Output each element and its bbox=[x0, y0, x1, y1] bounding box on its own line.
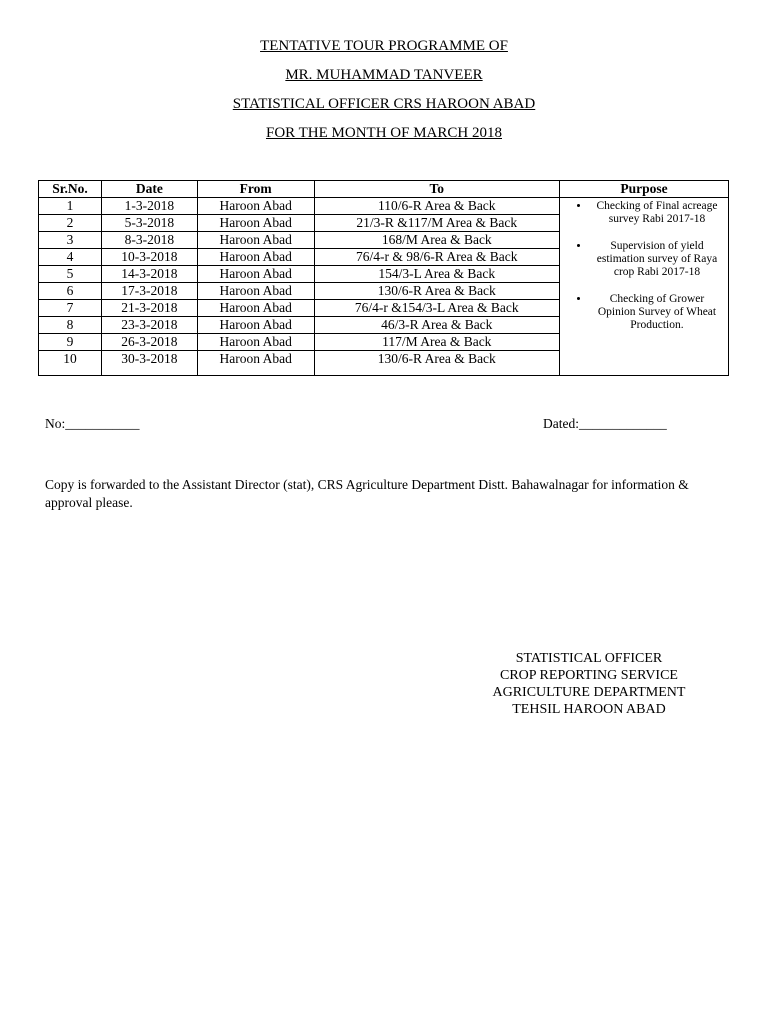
cell-sr-no: 6 bbox=[39, 283, 102, 300]
signature-line-4: TEHSIL HAROON ABAD bbox=[512, 702, 666, 717]
heading-designation: STATISTICAL OFFICER CRS HAROON ABAD bbox=[232, 96, 536, 112]
cell-sr-no: 8 bbox=[39, 317, 102, 334]
cell-to: 46/3-R Area & Back bbox=[314, 317, 559, 334]
heading-officer-name: MR. MUHAMMAD TANVEER bbox=[285, 67, 483, 83]
column-header-to: To bbox=[314, 181, 559, 198]
cell-sr-no: 1 bbox=[39, 198, 102, 215]
cell-from: Haroon Abad bbox=[197, 351, 314, 376]
cell-date: 10-3-2018 bbox=[101, 249, 197, 266]
heading-line-2 bbox=[0, 67, 768, 84]
cell-date: 8-3-2018 bbox=[101, 232, 197, 249]
tour-table bbox=[38, 180, 729, 376]
cell-to: 168/M Area & Back bbox=[314, 232, 559, 249]
cell-from: Haroon Abad bbox=[197, 334, 314, 351]
cell-date: 23-3-2018 bbox=[101, 317, 197, 334]
cell-sr-no: 3 bbox=[39, 232, 102, 249]
cell-from: Haroon Abad bbox=[197, 232, 314, 249]
cell-to: 154/3-L Area & Back bbox=[314, 266, 559, 283]
cell-to: 110/6-R Area & Back bbox=[314, 198, 559, 215]
cell-date: 26-3-2018 bbox=[101, 334, 197, 351]
reference-number: No:___________ bbox=[45, 416, 140, 431]
cell-date: 5-3-2018 bbox=[101, 215, 197, 232]
heading-line-4 bbox=[0, 125, 768, 142]
cell-from: Haroon Abad bbox=[197, 283, 314, 300]
cell-sr-no: 7 bbox=[39, 300, 102, 317]
cell-from: Haroon Abad bbox=[197, 300, 314, 317]
heading-line-1 bbox=[0, 38, 768, 55]
table-header-row bbox=[39, 181, 729, 198]
cell-from: Haroon Abad bbox=[197, 198, 314, 215]
cell-to: 117/M Area & Back bbox=[314, 334, 559, 351]
cell-sr-no: 9 bbox=[39, 334, 102, 351]
table-row bbox=[39, 198, 729, 215]
cell-from: Haroon Abad bbox=[197, 266, 314, 283]
cell-to: 130/6-R Area & Back bbox=[314, 351, 559, 376]
cell-to: 130/6-R Area & Back bbox=[314, 283, 559, 300]
purpose-list bbox=[564, 200, 724, 332]
column-header-sr-no: Sr.No. bbox=[39, 181, 102, 198]
purpose-item bbox=[590, 240, 724, 279]
signature-line-1: STATISTICAL OFFICER bbox=[515, 651, 663, 666]
cell-to: 21/3-R &117/M Area & Back bbox=[314, 215, 559, 232]
cell-sr-no: 10 bbox=[39, 351, 102, 376]
cell-from: Haroon Abad bbox=[197, 249, 314, 266]
reference-date: Dated:_____________ bbox=[543, 416, 667, 431]
cell-date: 17-3-2018 bbox=[101, 283, 197, 300]
cell-to: 76/4-r &154/3-L Area & Back bbox=[314, 300, 559, 317]
purpose-item-text: Checking of Final acreage survey Rabi 2017-18 bbox=[596, 200, 718, 225]
signature-line-2: CROP REPORTING SERVICE bbox=[500, 668, 678, 683]
cell-purpose bbox=[559, 198, 728, 376]
heading-month: FOR THE MONTH OF MARCH 2018 bbox=[265, 125, 502, 141]
cell-sr-no: 4 bbox=[39, 249, 102, 266]
cell-date: 30-3-2018 bbox=[101, 351, 197, 376]
cell-date: 21-3-2018 bbox=[101, 300, 197, 317]
cell-sr-no: 5 bbox=[39, 266, 102, 283]
cell-date: 14-3-2018 bbox=[101, 266, 197, 283]
purpose-item bbox=[590, 293, 724, 332]
heading-title: TENTATIVE TOUR PROGRAMME OF bbox=[260, 38, 508, 54]
cell-from: Haroon Abad bbox=[197, 215, 314, 232]
column-header-purpose: Purpose bbox=[559, 181, 728, 198]
cell-from: Haroon Abad bbox=[197, 317, 314, 334]
cell-sr-no: 2 bbox=[39, 215, 102, 232]
column-header-date: Date bbox=[101, 181, 197, 198]
signature-line-3: AGRICULTURE DEPARTMENT bbox=[492, 685, 686, 700]
heading-line-3 bbox=[0, 96, 768, 113]
cell-date: 1-3-2018 bbox=[101, 198, 197, 215]
column-header-from: From bbox=[197, 181, 314, 198]
cell-to: 76/4-r & 98/6-R Area & Back bbox=[314, 249, 559, 266]
purpose-item-text: Checking of Grower Opinion Survey of Wheat Production. bbox=[597, 293, 717, 331]
purpose-item bbox=[590, 200, 724, 226]
copy-forward-text: Copy is forwarded to the Assistant Director (stat), CRS Agriculture Department Distt. Bahawalnagar for information & approval please. bbox=[45, 477, 689, 510]
purpose-item-text: Supervision of yield estimation survey of Raya crop Rabi 2017-18 bbox=[596, 240, 718, 278]
